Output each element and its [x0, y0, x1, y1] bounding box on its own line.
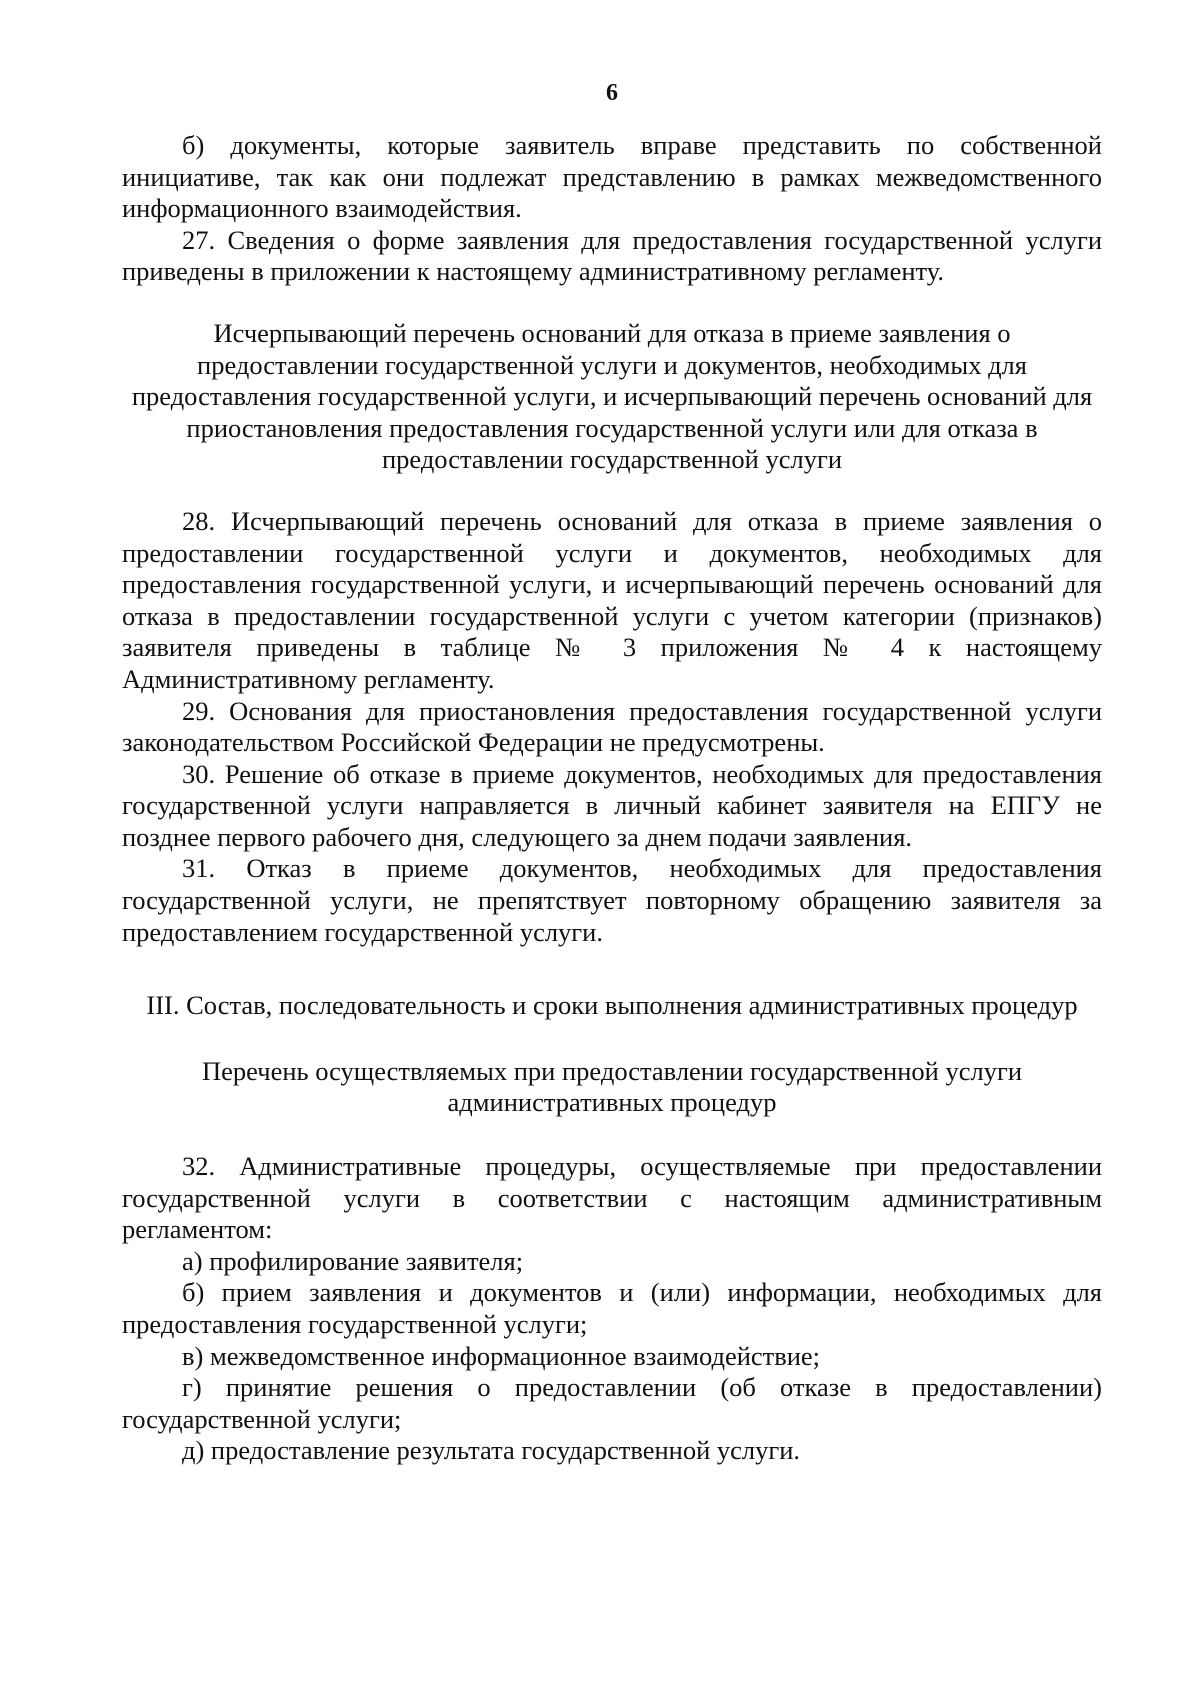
paragraph-b-documents: б) документы, которые заявитель вправе представить по собственной инициативе, так как они подлежат представлению в рамках межведомственного информационного взаимодействия. [122, 130, 1102, 224]
paragraph-28: 28. Исчерпывающий перечень оснований для отказа в приеме заявления о предоставлении государственной услуги и документов, необходимых для предоставления государственной услуги, и исчерпывающий перечень оснований для отказа в предоставлении государственной услуги с учетом категории (признаков) заявителя приведены в таблице № 3 приложения № 4 к настоящему Административному регламенту. [122, 505, 1102, 694]
paragraph-27: 27. Сведения о форме заявления для предоставления государственной услуги приведены в приложении к настоящему административному регламенту. [122, 224, 1102, 287]
list-item-d: д) предоставление результата государственной услуги. [182, 1435, 801, 1466]
list-item-g: г) принятие решения о предоставлении (об отказе в предоставлении) государственной услуги; [122, 1372, 1102, 1434]
section-heading-procedures-list: Перечень осуществляемых при предоставлении государственной услуги административных процедур [201, 1055, 1022, 1118]
paragraph-29: 29. Основания для приостановления предоставления государственной услуги законодательством Российской Федерации не предусмотрены. [122, 695, 1102, 758]
chapter-heading-iii: III. Состав, последовательность и сроки выполнения административных процедур [146, 990, 1078, 1021]
section-heading-refusal-grounds: Исчерпывающий перечень оснований для отказа в приеме заявления о предоставлении государственной услуги и документов, необходимых для предоставления государственной услуги, и исчерпывающий перечень оснований для приостановления предоставления государственной услуги или для отказа в предоставлении государственной услуги [131, 317, 1093, 475]
list-item-v: в) межведомственное информационное взаимодействие; [182, 1340, 821, 1371]
list-item-a: а) профилирование заявителя; [182, 1245, 524, 1276]
paragraph-31: 31. Отказ в приеме документов, необходимых для предоставления государственной услуги, не препятствует повторному обращению заявителя за предоставлением государственной услуги. [122, 853, 1102, 947]
paragraph-32: 32. Административные процедуры, осуществляемые при предоставлении государственной услуги в соответствии с настоящим административным регламентом: [122, 1151, 1102, 1245]
document-page [122, 78, 1102, 1467]
page-number: 6 [606, 80, 618, 106]
paragraph-30: 30. Решение об отказе в приеме документов, необходимых для предоставления государственной услуги направляется в личный кабинет заявителя на ЕПГУ не позднее первого рабочего дня, следующего за днем подачи заявления. [122, 758, 1102, 852]
list-item-b: б) прием заявления и документов и (или) информации, необходимых для предоставления государственной услуги; [122, 1277, 1102, 1339]
